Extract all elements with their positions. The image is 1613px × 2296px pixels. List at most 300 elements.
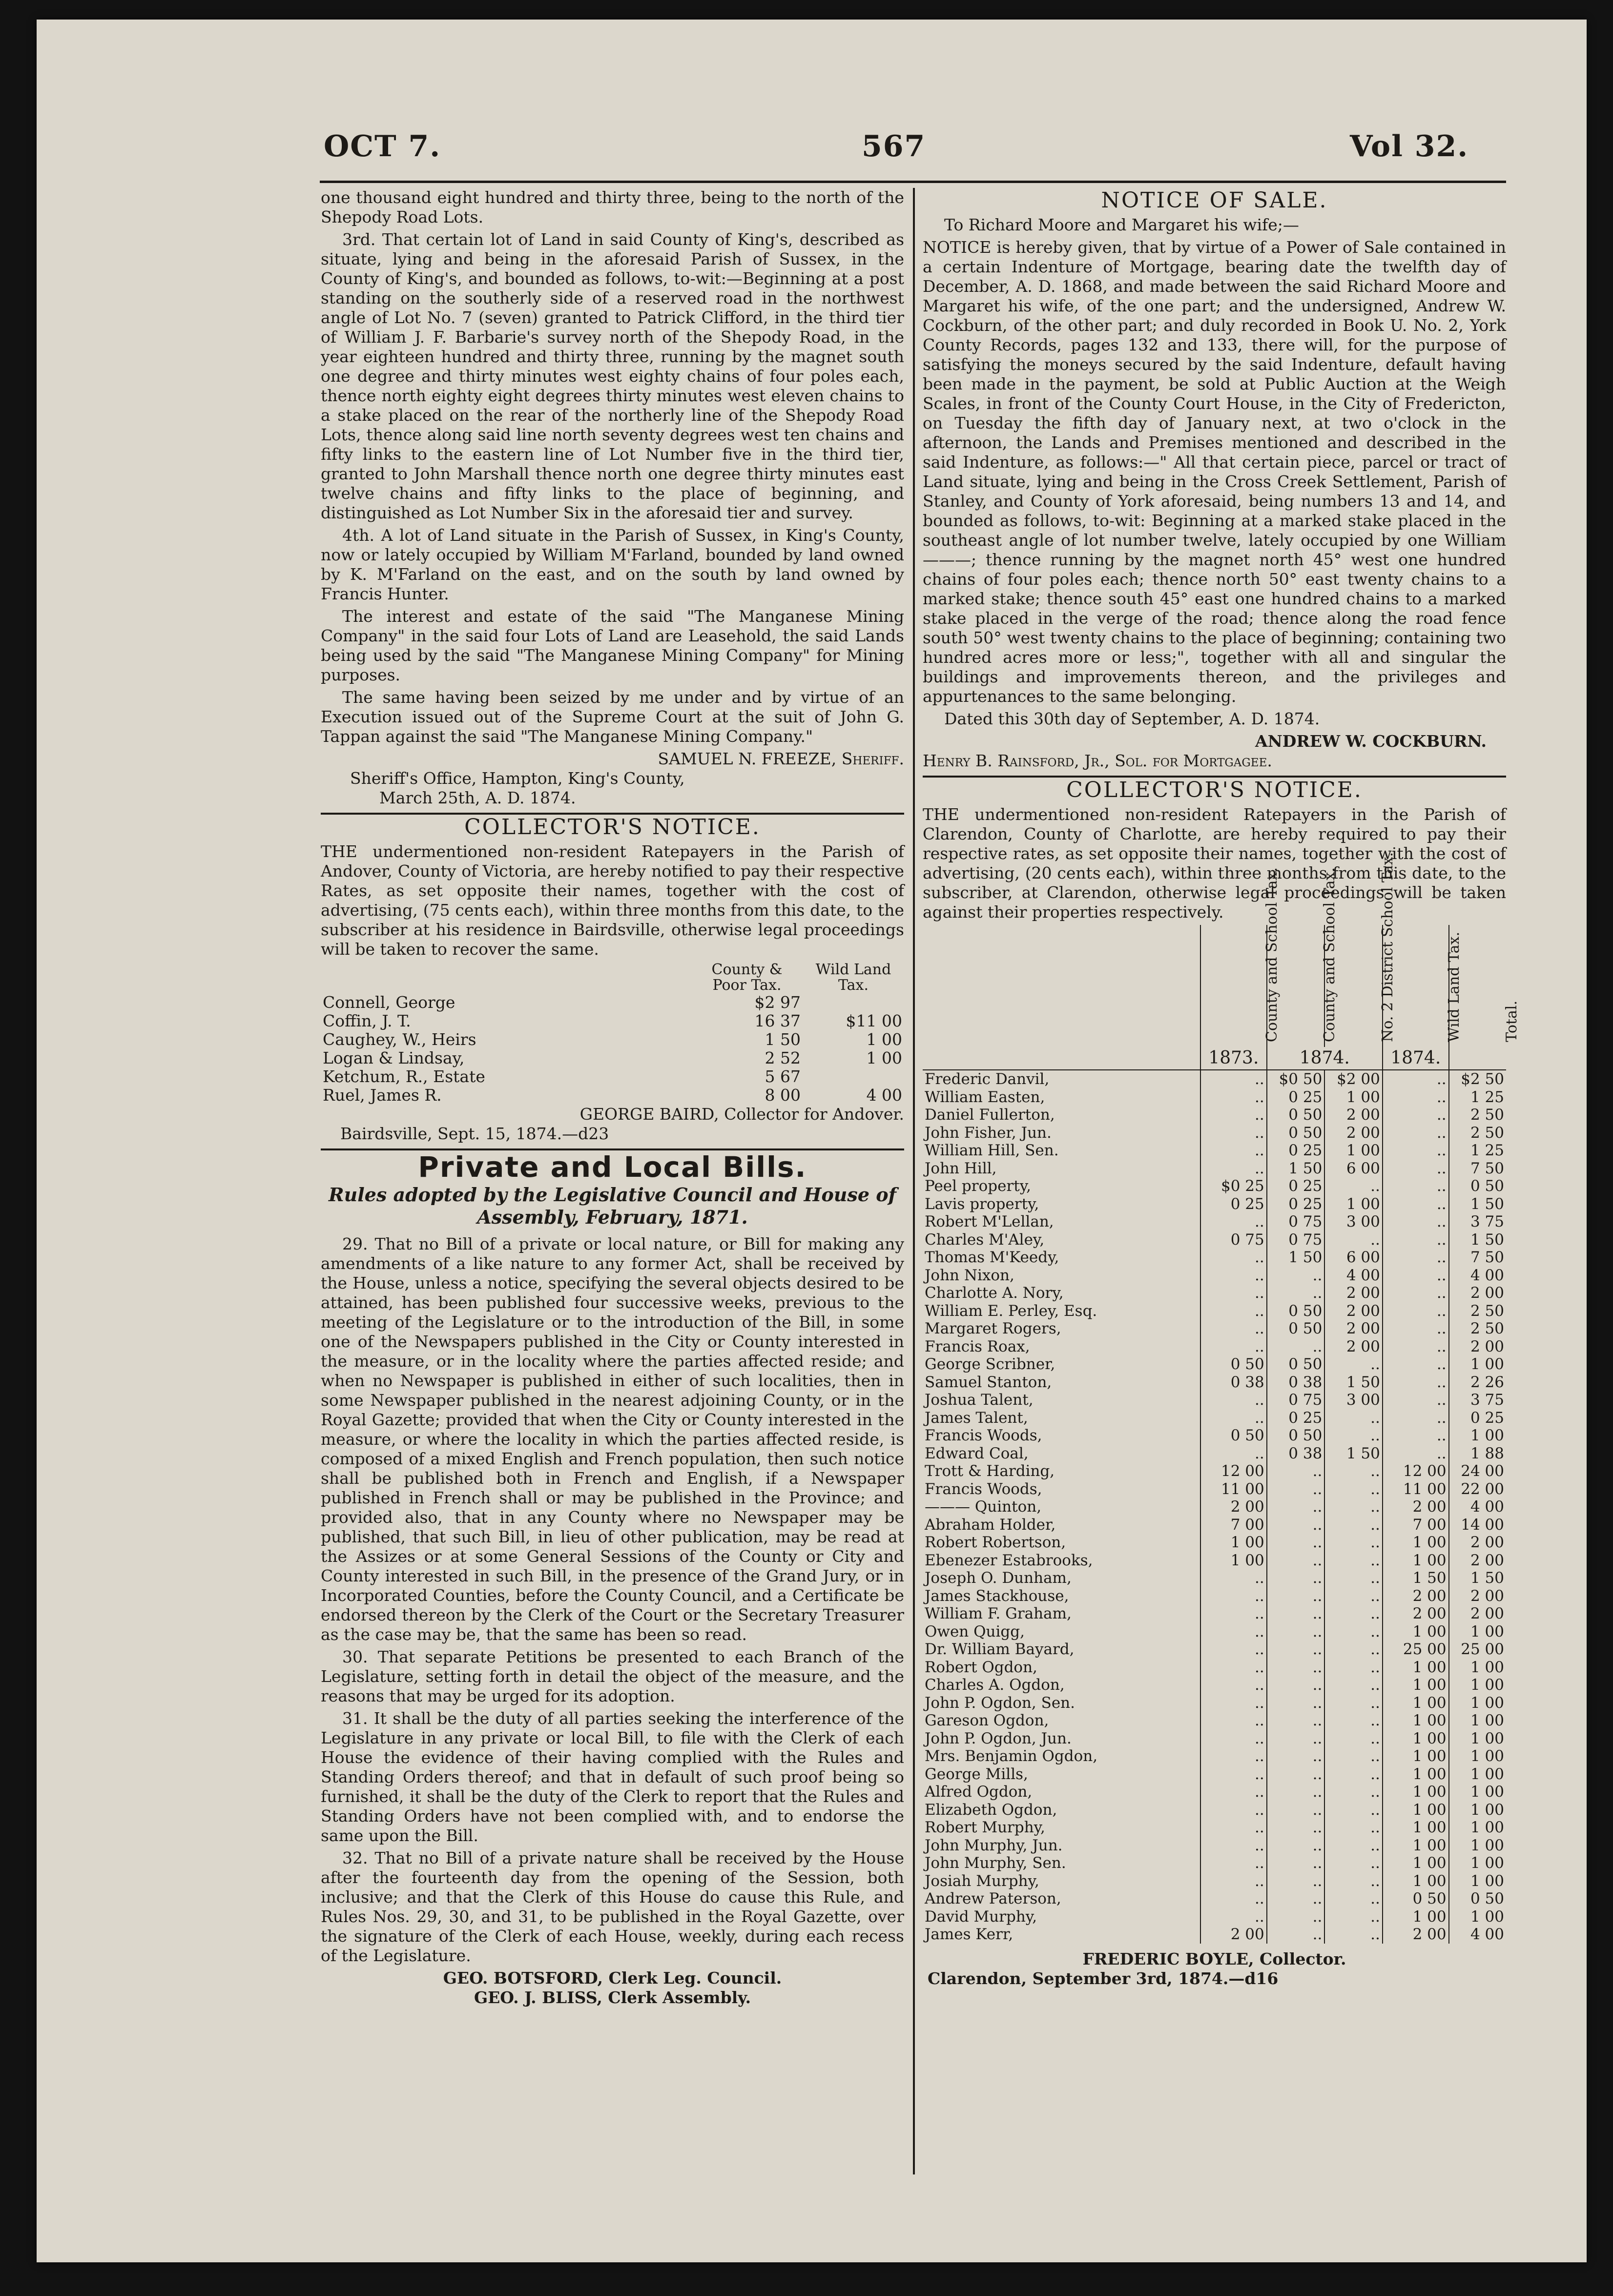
county-school-tax-1874: .. — [1267, 1694, 1325, 1712]
ratepayer-name: Logan & Lindsay, — [323, 1048, 465, 1067]
county-school-tax-1874: 0 25 — [1267, 1088, 1325, 1107]
county-school-tax-1873: .. — [1200, 1694, 1267, 1712]
wild-land-tax: .. — [1383, 1427, 1449, 1445]
ratepayer-name: Charles M'Aley, — [925, 1230, 1045, 1249]
sheriff-sale-seizure: The same having been seized by me under and by virtue of an Execution issued out of the Supreme Court at the suit of John G. Tappan against the said "The Manganese Mining Company." — [321, 688, 904, 746]
ratepayer-name: Frederic Danvil, — [925, 1070, 1050, 1088]
ratepayer-name: Owen Quigg, — [925, 1622, 1025, 1640]
section-rule — [923, 776, 1506, 778]
ratepayer-name: Joseph O. Dunham, — [925, 1569, 1072, 1587]
total-tax: 24 00 — [1449, 1462, 1506, 1480]
county-school-tax-1873: 0 25 — [1200, 1195, 1267, 1213]
table-row — [923, 1124, 1506, 1142]
wild-land-tax: 2 00 — [1383, 1605, 1449, 1623]
bills-section-subtitle: Rules adopted by the Legislative Council and House of Assembly, February, 1871. — [329, 1184, 896, 1228]
wild-land-tax: .. — [1383, 1338, 1449, 1356]
ratepayer-name: Abraham Holder, — [925, 1516, 1056, 1534]
table-row — [923, 1908, 1506, 1926]
wild-land-tax: .. — [1383, 1177, 1449, 1195]
district-school-tax: .. — [1324, 1623, 1383, 1641]
col-county-school-tax-1874: County and School Tax. — [1321, 867, 1339, 1042]
district-school-tax: 2 00 — [1324, 1302, 1383, 1320]
county-school-tax-1873: .. — [1200, 1819, 1267, 1837]
total-tax: 1 00 — [1449, 1837, 1506, 1855]
andover-notice-date: Bairdsville, Sept. 15, 1874.—d23 — [340, 1124, 609, 1143]
total-tax: 1 00 — [1449, 1747, 1506, 1765]
wild-land-tax: .. — [1383, 1355, 1449, 1374]
county-school-tax-1874: .. — [1267, 1837, 1325, 1855]
county-school-tax-1874: .. — [1267, 1730, 1325, 1748]
county-school-tax-1874: .. — [1267, 1267, 1325, 1285]
district-school-tax: 6 00 — [1324, 1249, 1383, 1267]
ratepayer-name: Connell, George — [323, 993, 455, 1012]
ratepayer-name: William Hill, Sen. — [925, 1142, 1059, 1159]
wild-land-tax: 2 00 — [1383, 1498, 1449, 1516]
table-row — [923, 1213, 1506, 1231]
county-school-tax-1873: 2 00 — [1200, 1498, 1267, 1516]
county-school-tax-1873: .. — [1200, 1730, 1267, 1748]
assembly-clerk-signature: GEO. J. BLISS, Clerk Assembly. — [474, 1988, 751, 2007]
total-tax: 7 50 — [1449, 1160, 1506, 1178]
county-school-tax-1874: .. — [1267, 1516, 1325, 1534]
ratepayer-name: Charlotte A. Nory, — [925, 1284, 1064, 1302]
sale-notice-dated: Dated this 30th day of September, A. D. 1874. — [944, 709, 1320, 728]
sale-notice-addressee: To Richard Moore and Margaret his wife;— — [944, 215, 1299, 234]
ratepayer-name: James Stackhouse, — [925, 1587, 1069, 1605]
andover-notice-title: COLLECTOR'S NOTICE. — [464, 815, 761, 840]
county-school-tax-1873: 0 50 — [1200, 1355, 1267, 1374]
district-school-tax: .. — [1324, 1872, 1383, 1890]
rule-31: 31. It shall be the duty of all parties seeking the interference of the Legislature in any private or local Bill, to file with the Clerk of each House the evidence of their having complied with the Rules and Standing Orders thereof; and that in default of such proof being so furnished, it shall be the duty of the Clerk to report that the Rules and Standing Orders have not been complied with, and to endorse the same upon the Bill. — [321, 1709, 904, 1845]
total-tax: 22 00 — [1449, 1480, 1506, 1498]
ratepayer-name: Francis Woods, — [925, 1480, 1042, 1498]
wild-land-tax: .. — [1383, 1124, 1449, 1142]
total-tax: 2 00 — [1449, 1587, 1506, 1605]
mortgagee-signature: ANDREW W. COCKBURN. — [1255, 732, 1487, 751]
table-row — [923, 1374, 1506, 1392]
ratepayer-name: James Kerr, — [925, 1926, 1013, 1943]
table-row — [923, 1088, 1506, 1107]
county-school-tax-1874: 1 50 — [1267, 1160, 1325, 1178]
table-row — [923, 1516, 1506, 1534]
county-school-tax-1874: .. — [1267, 1712, 1325, 1730]
county-school-tax-1874: 0 50 — [1267, 1302, 1325, 1320]
ratepayer-name: John Fisher, Jun. — [925, 1124, 1052, 1142]
table-row — [923, 1106, 1506, 1124]
district-school-tax: 1 50 — [1324, 1374, 1383, 1392]
wild-land-tax: 1 00 — [1383, 1659, 1449, 1677]
county-school-tax-1874: .. — [1267, 1765, 1325, 1784]
total-tax: 1 50 — [1449, 1195, 1506, 1213]
county-school-tax-1874: .. — [1267, 1854, 1325, 1872]
wild-land-tax: 1 00 — [1383, 1694, 1449, 1712]
wild-land-tax: 1 00 — [1383, 1534, 1449, 1552]
county-school-tax-1873: .. — [1200, 1747, 1267, 1765]
county-school-tax-1873: .. — [1200, 1569, 1267, 1587]
table-row — [923, 1160, 1506, 1178]
wild-land-tax: 0 50 — [1383, 1890, 1449, 1908]
table-row — [923, 1480, 1506, 1498]
wild-land-tax: .. — [1383, 1070, 1449, 1088]
table-row — [923, 1391, 1506, 1409]
total-tax: 2 50 — [1449, 1124, 1506, 1142]
wild-land-tax: 1 00 — [1383, 1765, 1449, 1784]
wild-land-tax: 1 00 — [1383, 1908, 1449, 1926]
district-school-tax: .. — [1324, 1783, 1383, 1801]
wild-land-tax: 11 00 — [1383, 1480, 1449, 1498]
ratepayer-name: John Murphy, Jun. — [925, 1836, 1063, 1854]
section-rule — [321, 1148, 904, 1150]
table-row — [923, 1445, 1506, 1463]
ratepayer-name: Margaret Rogers, — [925, 1320, 1061, 1337]
county-school-tax-1874: 0 25 — [1267, 1142, 1325, 1160]
county-school-tax-1874: .. — [1267, 1747, 1325, 1765]
table-row — [923, 1640, 1506, 1659]
county-school-tax-1874: .. — [1267, 1783, 1325, 1801]
district-school-tax: 1 00 — [1324, 1195, 1383, 1213]
ratepayer-name: Trott & Harding, — [925, 1462, 1055, 1480]
ratepayer-name: Gareson Ogdon, — [925, 1712, 1049, 1729]
county-school-tax-1874: 0 25 — [1267, 1195, 1325, 1213]
total-tax: 2 50 — [1449, 1106, 1506, 1124]
table-row — [923, 1338, 1506, 1356]
wild-land-tax: 1 00 — [1383, 1819, 1449, 1837]
col-wild-land-tax: Wild Land Tax. — [815, 961, 891, 994]
total-tax: $2 50 — [1449, 1070, 1506, 1088]
ratepayer-name: Edward Coal, — [925, 1444, 1029, 1462]
table-row — [923, 1569, 1506, 1587]
year-1874-wild-land: 1874. — [1383, 1047, 1449, 1070]
ratepayer-name: Charles A. Ogdon, — [925, 1676, 1065, 1694]
total-tax: 3 75 — [1449, 1391, 1506, 1409]
table-row — [923, 1623, 1506, 1641]
table-row — [923, 1409, 1506, 1427]
table-row — [923, 1249, 1506, 1267]
county-school-tax-1873: 2 00 — [1200, 1926, 1267, 1944]
table-row — [923, 1142, 1506, 1160]
column-divider — [913, 188, 915, 2174]
county-school-tax-1873: .. — [1200, 1409, 1267, 1427]
clarendon-notice-title: COLLECTOR'S NOTICE. — [1066, 778, 1363, 802]
ratepayer-name: Elizabeth Ogdon, — [925, 1801, 1057, 1819]
wild-land-tax: 1 00 — [866, 1048, 902, 1067]
county-school-tax-1873: .. — [1200, 1712, 1267, 1730]
wild-land-tax: .. — [1383, 1088, 1449, 1107]
county-school-tax-1873: .. — [1200, 1623, 1267, 1641]
wild-land-tax: 1 00 — [866, 1030, 902, 1049]
district-school-tax: .. — [1324, 1569, 1383, 1587]
county-school-tax-1873: .. — [1200, 1302, 1267, 1320]
header-page-number: 567 — [862, 129, 926, 164]
wild-land-tax: $11 00 — [846, 1011, 902, 1030]
section-rule — [321, 813, 904, 815]
county-school-tax-1873: 0 75 — [1200, 1231, 1267, 1249]
county-school-tax-1873: .. — [1200, 1249, 1267, 1267]
county-school-tax-1873: 11 00 — [1200, 1480, 1267, 1498]
table-row — [923, 1462, 1506, 1480]
col-wild-land-tax: Wild Land Tax. — [1445, 931, 1463, 1042]
county-poor-tax: 16 37 — [754, 1011, 801, 1030]
county-school-tax-1874: .. — [1267, 1480, 1325, 1498]
district-school-tax: .. — [1324, 1605, 1383, 1623]
clarendon-collector-signature: FREDERIC BOYLE, Collector. — [1082, 1949, 1346, 1968]
table-row — [321, 1067, 904, 1086]
sheriff-office: Sheriff's Office, Hampton, King's County, — [350, 769, 685, 788]
ratepayer-name: Robert Ogdon, — [925, 1658, 1037, 1676]
col-district-school-tax: No. 2 District School Tax. — [1379, 852, 1396, 1042]
district-school-tax: .. — [1324, 1177, 1383, 1195]
county-school-tax-1874: .. — [1267, 1552, 1325, 1570]
wild-land-tax: 1 00 — [1383, 1854, 1449, 1872]
county-school-tax-1874: .. — [1267, 1569, 1325, 1587]
district-school-tax: .. — [1324, 1640, 1383, 1659]
county-school-tax-1873: .. — [1200, 1445, 1267, 1463]
total-tax: 1 00 — [1449, 1730, 1506, 1748]
county-poor-tax: 1 50 — [765, 1030, 801, 1049]
district-school-tax: 1 00 — [1324, 1088, 1383, 1107]
table-row — [923, 1819, 1506, 1837]
wild-land-tax: .. — [1383, 1302, 1449, 1320]
district-school-tax: .. — [1324, 1819, 1383, 1837]
table-row — [321, 993, 904, 1012]
district-school-tax: .. — [1324, 1462, 1383, 1480]
county-school-tax-1873: .. — [1200, 1854, 1267, 1872]
county-poor-tax: 5 67 — [765, 1067, 801, 1086]
county-school-tax-1873: .. — [1200, 1338, 1267, 1356]
wild-land-tax: 12 00 — [1383, 1462, 1449, 1480]
andover-rates-table — [321, 962, 904, 1105]
total-tax: 2 00 — [1449, 1284, 1506, 1302]
county-school-tax-1873: 1 00 — [1200, 1552, 1267, 1570]
district-school-tax: .. — [1324, 1837, 1383, 1855]
table-row — [923, 1534, 1506, 1552]
sheriff-date: March 25th, A. D. 1874. — [379, 788, 576, 807]
total-tax: 1 00 — [1449, 1427, 1506, 1445]
total-tax: 0 50 — [1449, 1177, 1506, 1195]
ratepayer-name: Robert Murphy, — [925, 1819, 1045, 1836]
total-tax: 1 00 — [1449, 1659, 1506, 1677]
ratepayer-name: Ruel, James R. — [323, 1086, 442, 1105]
district-school-tax: .. — [1324, 1659, 1383, 1677]
district-school-tax: 2 00 — [1324, 1106, 1383, 1124]
total-tax: 4 00 — [1449, 1267, 1506, 1285]
rule-32: 32. That no Bill of a private nature shall be received by the House after the fourteenth day from the opening of the Session, both inclusive; and that the Clerk of this House do cause this Rule, and Rules Nos. 29, 30, and 31, to be published in the Royal Gazette, over the signature of the Clerk of each House, weekly, during each recess of the Legislature. — [321, 1848, 904, 1965]
county-school-tax-1874: 0 38 — [1267, 1445, 1325, 1463]
table-header-row — [923, 925, 1506, 1047]
district-school-tax: .. — [1324, 1676, 1383, 1694]
col-total: Total. — [1503, 1001, 1520, 1042]
county-school-tax-1873: $0 25 — [1200, 1177, 1267, 1195]
county-school-tax-1873: 7 00 — [1200, 1516, 1267, 1534]
county-school-tax-1874: .. — [1267, 1587, 1325, 1605]
district-school-tax: .. — [1324, 1890, 1383, 1908]
county-school-tax-1874: 0 75 — [1267, 1231, 1325, 1249]
county-school-tax-1874: .. — [1267, 1908, 1325, 1926]
ratepayer-name: William Easten, — [925, 1088, 1045, 1106]
ratepayer-name: Dr. William Bayard, — [925, 1640, 1075, 1658]
county-school-tax-1874: $0 50 — [1267, 1070, 1325, 1088]
table-row — [321, 1030, 904, 1049]
total-tax: 1 50 — [1449, 1569, 1506, 1587]
wild-land-tax: 1 00 — [1383, 1730, 1449, 1748]
district-school-tax: .. — [1324, 1694, 1383, 1712]
ratepayer-name: Alfred Ogdon, — [925, 1783, 1033, 1801]
total-tax: 2 00 — [1449, 1605, 1506, 1623]
table-row — [923, 1801, 1506, 1819]
county-school-tax-1873: .. — [1200, 1142, 1267, 1160]
wild-land-tax: 7 00 — [1383, 1516, 1449, 1534]
county-school-tax-1874: 0 50 — [1267, 1355, 1325, 1374]
newspaper-page — [37, 20, 1587, 2262]
right-column — [923, 188, 1520, 1988]
ratepayer-name: John Murphy, Sen. — [925, 1854, 1066, 1872]
table-row — [923, 1355, 1506, 1374]
table-row — [923, 1676, 1506, 1694]
district-school-tax: 6 00 — [1324, 1160, 1383, 1178]
ratepayer-name: Josiah Murphy, — [925, 1872, 1039, 1890]
wild-land-tax: 1 00 — [1383, 1747, 1449, 1765]
ratepayer-name: Ebenezer Estabrooks, — [925, 1551, 1093, 1569]
district-school-tax: 1 50 — [1324, 1445, 1383, 1463]
wild-land-tax: .. — [1383, 1374, 1449, 1392]
wild-land-tax: 1 00 — [1383, 1837, 1449, 1855]
total-tax: 1 00 — [1449, 1623, 1506, 1641]
total-tax: 1 00 — [1449, 1694, 1506, 1712]
wild-land-tax: 1 00 — [1383, 1783, 1449, 1801]
county-school-tax-1873: .. — [1200, 1908, 1267, 1926]
county-school-tax-1874: .. — [1267, 1926, 1325, 1944]
district-school-tax: 3 00 — [1324, 1213, 1383, 1231]
county-school-tax-1873: .. — [1200, 1676, 1267, 1694]
ratepayer-name: George Scribner, — [925, 1355, 1055, 1373]
county-school-tax-1873: .. — [1200, 1765, 1267, 1784]
ratepayer-name: John P. Ogdon, Jun. — [925, 1729, 1072, 1747]
county-poor-tax: 8 00 — [765, 1086, 801, 1105]
sheriff-sale-text: one thousand eight hundred and thirty three, being to the north of the Shepody Road Lots. — [321, 188, 904, 226]
rule-30: 30. That separate Petitions be presented to each Branch of the Legislature, setting forth in detail the object of the measure, and the reasons that may be urged for its adoption. — [321, 1647, 904, 1705]
county-school-tax-1873: .. — [1200, 1640, 1267, 1659]
total-tax: 1 00 — [1449, 1355, 1506, 1374]
county-school-tax-1873: 1 00 — [1200, 1534, 1267, 1552]
county-school-tax-1874: 0 38 — [1267, 1374, 1325, 1392]
rule-29: 29. That no Bill of a private or local nature, or Bill for making any amendments of a like nature to any former Act, shall be received by the House, unless a notice, specifying the several objects desired to be attained, has been published four successive weeks, previous to the meeting of the Legislature or to the introduction of the Bill, in some one of the Newspapers published in the City or County interested in the measure, or in the locality where the parties affected reside; and when no Newspaper is published in either of such localities, then in some Newspaper published in the nearest adjoining County, or in the Royal Gazette; provided that when the City or County interested in the measure, or where the locality in which the parties affected reside, is composed of a mixed English and French population, then such notice shall be published both in French and English, if a Newspaper published in French shall or may be published in the Province; and provided also, that in any County where no Newspaper may be published, that such Bill, in lieu of other publication, may be read at the Assizes or at some General Sessions of the County or City and County interested in such Bill, in the presence of the Grand Jury, or in Incorporated Counties, before the County Council, and a Certificate be endorsed thereon by the Clerk of the Court or the Secretary Treasurer as the case may be, that the same has been so read. — [321, 1234, 904, 1644]
district-school-tax: 2 00 — [1324, 1124, 1383, 1142]
total-tax: 3 75 — [1449, 1213, 1506, 1231]
county-poor-tax: 2 52 — [765, 1048, 801, 1067]
table-row — [923, 1747, 1506, 1765]
county-school-tax-1873: .. — [1200, 1801, 1267, 1819]
ratepayer-name: Thomas M'Keedy, — [925, 1249, 1059, 1266]
table-row — [923, 1498, 1506, 1516]
county-school-tax-1873: .. — [1200, 1391, 1267, 1409]
district-school-tax: .. — [1324, 1908, 1383, 1926]
district-school-tax: .. — [1324, 1427, 1383, 1445]
total-tax: 2 50 — [1449, 1320, 1506, 1338]
ratepayer-name: James Talent, — [925, 1409, 1028, 1427]
district-school-tax: .. — [1324, 1712, 1383, 1730]
wild-land-tax: 1 00 — [1383, 1872, 1449, 1890]
county-school-tax-1874: .. — [1267, 1640, 1325, 1659]
wild-land-tax — [803, 1067, 904, 1086]
county-school-tax-1873: .. — [1200, 1890, 1267, 1908]
county-school-tax-1873: .. — [1200, 1659, 1267, 1677]
county-school-tax-1873: .. — [1200, 1213, 1267, 1231]
ratepayer-name: John Nixon, — [925, 1266, 1014, 1284]
county-school-tax-1874: 0 50 — [1267, 1106, 1325, 1124]
year-1874-school: 1874. — [1267, 1047, 1383, 1070]
sale-notice-title: NOTICE OF SALE. — [1101, 188, 1328, 213]
ratepayer-name: Robert Robertson, — [925, 1534, 1066, 1551]
table-row — [923, 1070, 1506, 1088]
wild-land-tax: .. — [1383, 1284, 1449, 1302]
total-tax: 1 25 — [1449, 1142, 1506, 1160]
county-school-tax-1874: .. — [1267, 1338, 1325, 1356]
total-tax: 1 00 — [1449, 1854, 1506, 1872]
district-school-tax: 1 00 — [1324, 1142, 1383, 1160]
district-school-tax: .. — [1324, 1534, 1383, 1552]
wild-land-tax: 1 00 — [1383, 1676, 1449, 1694]
table-row — [923, 1195, 1506, 1213]
wild-land-tax: .. — [1383, 1267, 1449, 1285]
county-school-tax-1874: .. — [1267, 1890, 1325, 1908]
table-row — [923, 1783, 1506, 1801]
county-school-tax-1874: 0 50 — [1267, 1124, 1325, 1142]
wild-land-tax: 1 00 — [1383, 1801, 1449, 1819]
wild-land-tax: .. — [1383, 1160, 1449, 1178]
county-school-tax-1874: .. — [1267, 1676, 1325, 1694]
county-school-tax-1874: .. — [1267, 1534, 1325, 1552]
clarendon-notice-date: Clarendon, September 3rd, 1874.—d16 — [928, 1968, 1279, 1988]
header-volume: Vol 32. — [1350, 129, 1469, 164]
county-school-tax-1873: .. — [1200, 1605, 1267, 1623]
county-school-tax-1874: 0 75 — [1267, 1213, 1325, 1231]
district-school-tax: .. — [1324, 1747, 1383, 1765]
ratepayer-name: Peel property, — [925, 1177, 1031, 1195]
county-school-tax-1874: 0 25 — [1267, 1177, 1325, 1195]
district-school-tax: .. — [1324, 1480, 1383, 1498]
total-tax: 7 50 — [1449, 1249, 1506, 1267]
total-tax: 1 00 — [1449, 1872, 1506, 1890]
county-school-tax-1874: 0 50 — [1267, 1427, 1325, 1445]
table-row — [923, 1872, 1506, 1890]
ratepayer-name: ——— Quinton, — [925, 1498, 1042, 1516]
county-school-tax-1873: .. — [1200, 1837, 1267, 1855]
ratepayer-name: Daniel Fullerton, — [925, 1106, 1055, 1124]
andover-notice-body: THE undermentioned non-resident Ratepayers in the Parish of Andover, County of Victoria, are hereby notified to pay their respective Rates, as set opposite their names, together with the cost of advertising, (75 cents each), within three months from this date, to the subscriber at his residence in Bairdsville, otherwise legal proceedings will be taken to recover the same. — [321, 842, 904, 959]
county-school-tax-1873: 12 00 — [1200, 1462, 1267, 1480]
wild-land-tax: .. — [1383, 1249, 1449, 1267]
county-school-tax-1874: .. — [1267, 1498, 1325, 1516]
total-tax: 1 00 — [1449, 1801, 1506, 1819]
ratepayer-name: Samuel Stanton, — [925, 1373, 1052, 1391]
district-school-tax: .. — [1324, 1801, 1383, 1819]
bills-section-title: Private and Local Bills. — [418, 1150, 807, 1184]
table-row — [923, 1659, 1506, 1677]
ratepayer-name: Coffin, J. T. — [323, 1011, 411, 1030]
sheriff-sale-interest: The interest and estate of the said "The Manganese Mining Company" in the said four Lots of Land are Leasehold, the said Lands being used by the said "The Manganese Mining Company" for Mining purposes. — [321, 607, 904, 684]
table-row — [923, 1177, 1506, 1195]
district-school-tax: $2 00 — [1324, 1070, 1383, 1088]
total-tax: 1 25 — [1449, 1088, 1506, 1107]
county-school-tax-1873: .. — [1200, 1872, 1267, 1890]
ratepayer-name: Caughey, W., Heirs — [323, 1030, 476, 1049]
ratepayer-name: Mrs. Benjamin Ogdon, — [925, 1747, 1098, 1765]
wild-land-tax: .. — [1383, 1391, 1449, 1409]
year-1873: 1873. — [1200, 1047, 1267, 1070]
county-school-tax-1874: .. — [1267, 1623, 1325, 1641]
total-tax: 4 00 — [1449, 1498, 1506, 1516]
table-row — [923, 1587, 1506, 1605]
